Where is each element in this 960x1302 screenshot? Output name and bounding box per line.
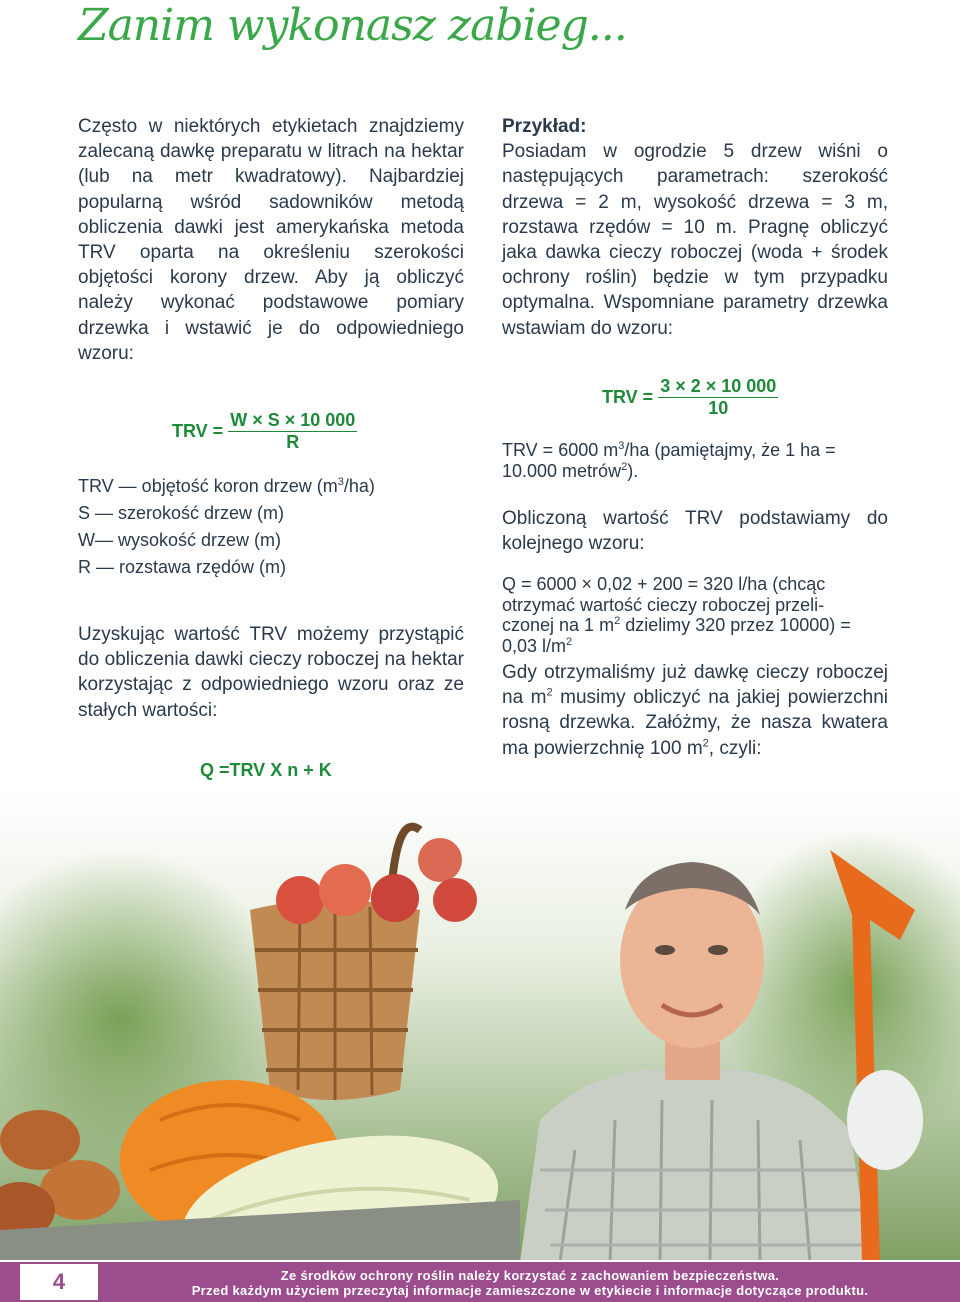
example-formula-denominator: 10 (708, 398, 729, 418)
gardener-photo-illustration (0, 790, 960, 1260)
next-formula-paragraph: Obliczoną wartość TRV podstawiamy do kolejnego wzoru: (502, 508, 888, 555)
legend-trv: TRV — objętość koron drzew $(m^3/ha)$ (78, 476, 375, 496)
example-paragraph: Posiadam w ogrodzie 5 drzew wiśni o następujących parametrach: szerokość drzewa = 2 m, wysokość drzewa = 3 m, rozstawa rzędów = 10 m. Pragnę obliczyć jaka dawka cieczy roboczej (woda + środek ochrony roślin) będzie w tym przypadku optymalna. Wspomniane parametry drzewka wstawiam do wzoru: (502, 141, 888, 339)
area-paragraph: Gdy otrzymaliśmy już dawkę cieczy roboczej na $m^2$ musimy obliczyć na jakiej powierzchni rosną drzewka. Załóżmy, że nasza kwatera ma powierzchnię 100 $m^2$, czyli: (502, 662, 888, 759)
para-obtaining-trv: Uzyskując wartość TRV możemy przystąpić do obliczenia dawki cieczy roboczej na hektar korzystając z odpowiedniego wzoru oraz ze stałych wartości: (78, 624, 464, 721)
intro-text-a: Często w niektórych etykietach znajdziemy zalecaną dawkę preparatu w litrach na hektar (lub na metr kwadratowy). Najbardziej popularną wśród sadowników metodą obliczenia dawki jest amerykańska metoda TRV oparta na określeniu szerokości objętości korony drzew. (78, 116, 464, 289)
example-trv-formula (602, 376, 778, 419)
right-column (502, 114, 888, 341)
page-title: Zanim wykonasz zabieg... (78, 0, 627, 51)
example-label: Przykład: (502, 116, 587, 137)
example-formula-numerator: 3 × 2 × 10 000 (660, 376, 777, 396)
intro-text-b: Aby ją obliczyć należy wykonać podstawowe pomiary drzewka i wstawić je do odpowiedniego wzoru: (78, 267, 464, 364)
intro-paragraph (78, 114, 464, 366)
legend-s: S — szerokość drzew (m) (78, 503, 285, 523)
legend-w: W— wysokość drzew (m) (78, 530, 282, 550)
q-formula: Q =TRV X n + K (200, 760, 332, 780)
trv-formula-numerator: W × S × 10 000 (230, 410, 356, 430)
footer-line-2: Przed każdym użyciem przeczytaj informacje zamieszczone w etykiecie i informacje dotyczące produktu. (191, 1283, 869, 1298)
q-calculation: Q = 6000 × 0,02 + 200 = 320 l/ha (chcąc otrzymać wartość cieczy roboczej przeli- czonej na 1 $m^2$ dzielimy 320 przez 10000) = 0,03 $l/m^2$ (502, 574, 851, 656)
page-number: 4 (20, 1264, 98, 1300)
trv-formula-fraction (228, 410, 357, 453)
legend-r: R — rozstawa rzędów (m) (78, 557, 287, 577)
trv-formula (172, 410, 357, 453)
footer-line-1: Ze środków ochrony roślin należy korzystać z zachowaniem bezpieczeństwa. (280, 1268, 780, 1283)
gardener-photo (0, 790, 960, 1260)
trv-result: TRV = 6000 $m^3/ha$ (pamiętajmy, że 1 ha = 10.000 metrów$^2$). (502, 440, 836, 481)
example-formula-fraction (658, 376, 778, 419)
footer-warning (110, 1268, 950, 1298)
example-formula-lhs: TRV = (602, 387, 654, 407)
trv-formula-denominator: R (286, 432, 300, 452)
left-column (78, 114, 464, 366)
trv-formula-lhs: TRV = (172, 421, 224, 441)
